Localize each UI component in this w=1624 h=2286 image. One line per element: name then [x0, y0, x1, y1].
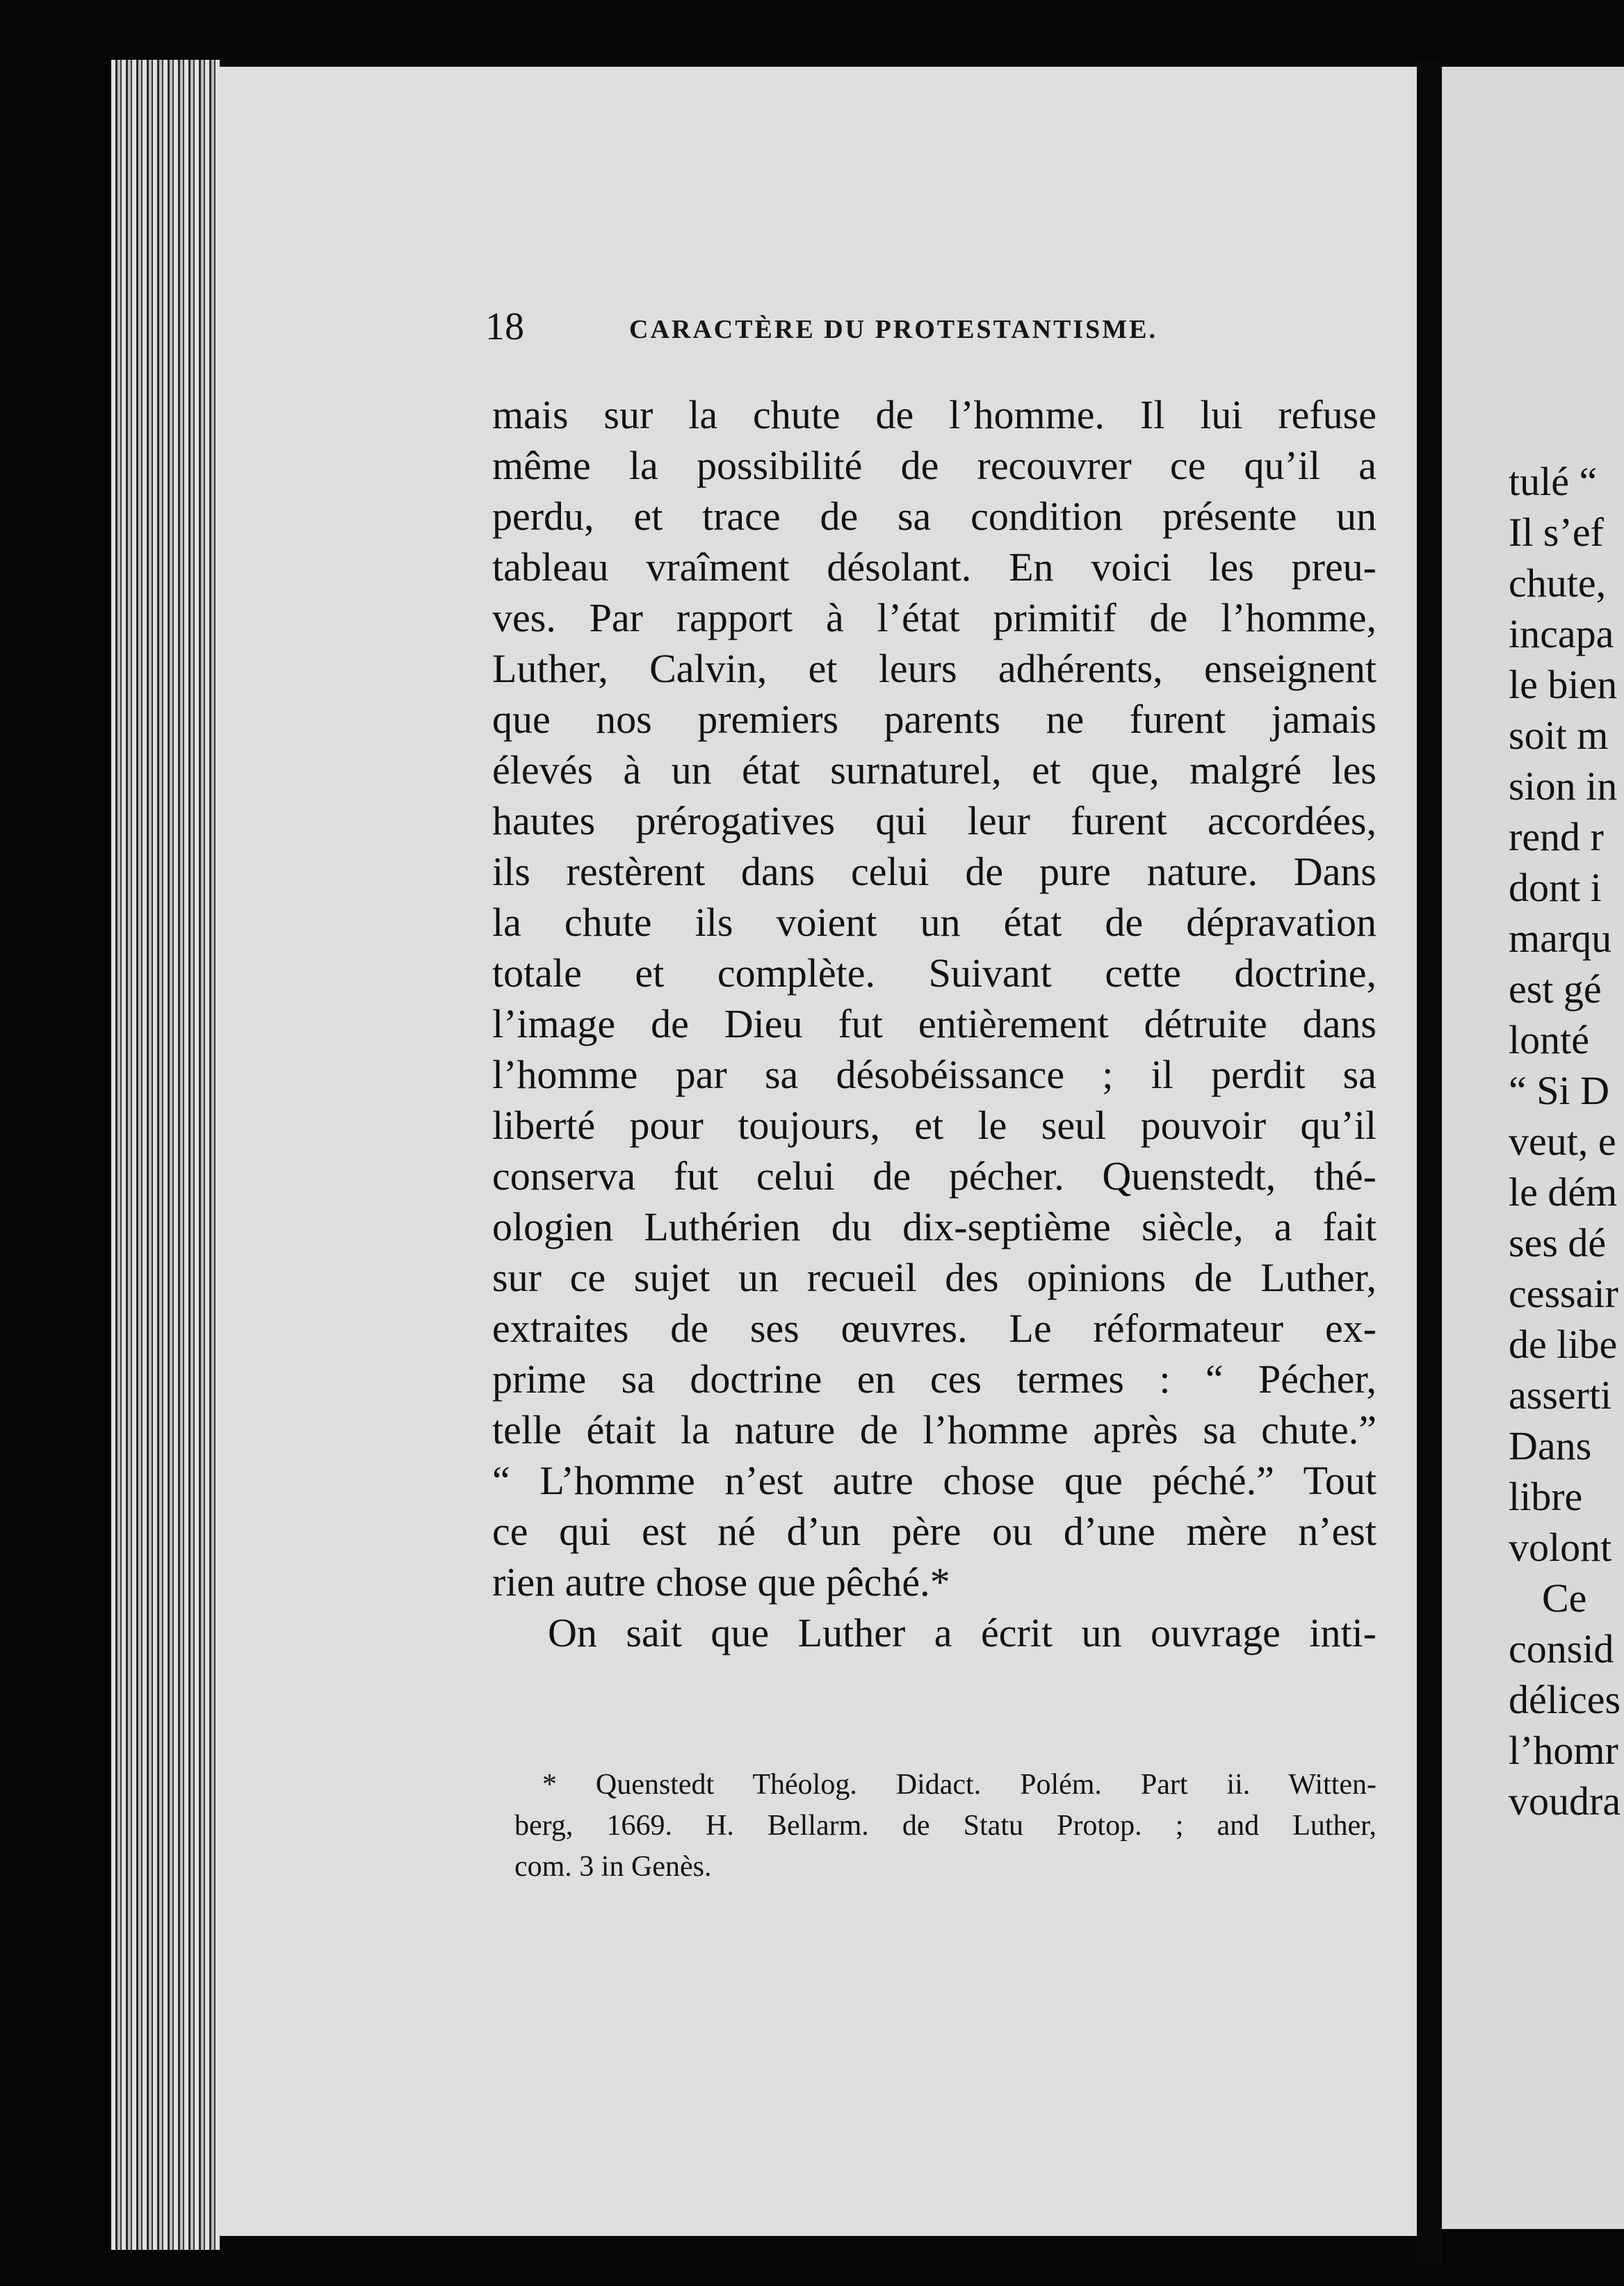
text-line: liberté pour toujours, et le seul pouvoir qu’il [492, 1103, 1377, 1148]
text-line: prime sa doctrine en ces termes : “ Pécher, [492, 1356, 1377, 1402]
text-line: la chute ils voient un état de dépravation [492, 900, 1377, 945]
book-gutter [1417, 60, 1442, 2264]
text-line: que nos premiers parents ne furent jamais [492, 697, 1377, 742]
right-line: dont i [1509, 865, 1602, 910]
text-line: ils restèrent dans celui de pure nature. Dans [492, 849, 1377, 894]
footnote-line: com. 3 in Genès. [514, 1851, 712, 1883]
text-line: élevés à un état surnaturel, et que, malgré les [492, 747, 1377, 793]
right-line: ses dé [1509, 1220, 1607, 1265]
text-line: Luther, Calvin, et leurs adhérents, enseignent [492, 646, 1377, 691]
right-line: délices [1509, 1677, 1621, 1722]
page-number: 18 [485, 305, 524, 348]
right-line: rend r [1509, 814, 1604, 859]
body-text [492, 389, 1377, 1658]
right-line: veut, e [1509, 1119, 1616, 1164]
right-line: chute, [1509, 560, 1607, 606]
right-line: le dém [1509, 1169, 1618, 1215]
text-line: sur ce sujet un recueil des opinions de Luther, [492, 1255, 1377, 1300]
text-line: perdu, et trace de sa condition présente un [492, 494, 1377, 539]
text-line: rien autre chose que pêché.* [492, 1559, 950, 1605]
text-line: ves. Par rapport à l’état primitif de l’homme, [492, 595, 1377, 640]
right-line: consid [1509, 1626, 1614, 1671]
right-page-text [1509, 456, 1624, 1826]
running-head: CARACTÈRE DU PROTESTANTISME. [629, 315, 1158, 344]
text-line: “ L’homme n’est autre chose que péché.” Tout [492, 1458, 1377, 1503]
book-page-edge [111, 60, 220, 2250]
text-line: l’image de Dieu fut entièrement détruite dans [492, 1001, 1377, 1046]
text-line: mais sur la chute de l’homme. Il lui refuse [492, 392, 1377, 437]
text-line: hautes prérogatives qui leur furent accordées, [492, 798, 1377, 843]
text-line: conserva fut celui de pécher. Quenstedt, thé- [492, 1153, 1377, 1199]
text-line: l’homme par sa désobéissance ; il perdit sa [492, 1052, 1377, 1097]
right-line: est gé [1509, 966, 1602, 1012]
right-line: Ce [1542, 1575, 1587, 1621]
right-line: de libe [1509, 1322, 1618, 1367]
right-line: incapa [1509, 611, 1614, 656]
right-line: l’homr [1509, 1728, 1618, 1773]
text-line: tableau vraîment désolant. En voici les preu- [492, 544, 1377, 590]
text-line: totale et complète. Suivant cette doctrine, [492, 950, 1377, 996]
footnote-line: berg, 1669. H. Bellarm. de Statu Protop. ; and Luther, [514, 1810, 1377, 1842]
right-line: marqu [1509, 916, 1612, 961]
right-page [1442, 67, 1624, 2229]
text-line: même la possibilité de recouvrer ce qu’il a [492, 443, 1377, 488]
text-line: ologien Luthérien du dix-septième siècle, a fait [492, 1204, 1377, 1249]
right-line: Dans [1509, 1423, 1592, 1468]
right-line: volont [1509, 1525, 1612, 1570]
right-line: libre [1509, 1474, 1583, 1519]
right-line: lonté [1509, 1017, 1589, 1062]
right-line: voudra [1509, 1778, 1621, 1824]
text-line: telle était la nature de l’homme après sa chute.” [492, 1407, 1377, 1452]
right-line: sion in [1509, 763, 1618, 809]
footnote [514, 1765, 1377, 1888]
right-line: Il s’ef [1509, 510, 1604, 555]
right-line: le bien [1509, 662, 1618, 707]
text-line: extraites de ses œuvres. Le réformateur ex- [492, 1306, 1377, 1351]
right-line: “ Si D [1509, 1068, 1609, 1113]
right-line: soit m [1509, 713, 1609, 758]
right-line: cessair [1509, 1271, 1618, 1316]
text-line: On sait que Luther a écrit un ouvrage inti- [548, 1610, 1377, 1655]
right-line: asserti [1509, 1372, 1612, 1418]
text-line: ce qui est né d’un père ou d’une mère n’est [492, 1509, 1377, 1554]
right-line: tulé “ [1509, 459, 1598, 504]
footnote-line: * Quenstedt Théolog. Didact. Polém. Part ii. Witten- [542, 1769, 1377, 1801]
